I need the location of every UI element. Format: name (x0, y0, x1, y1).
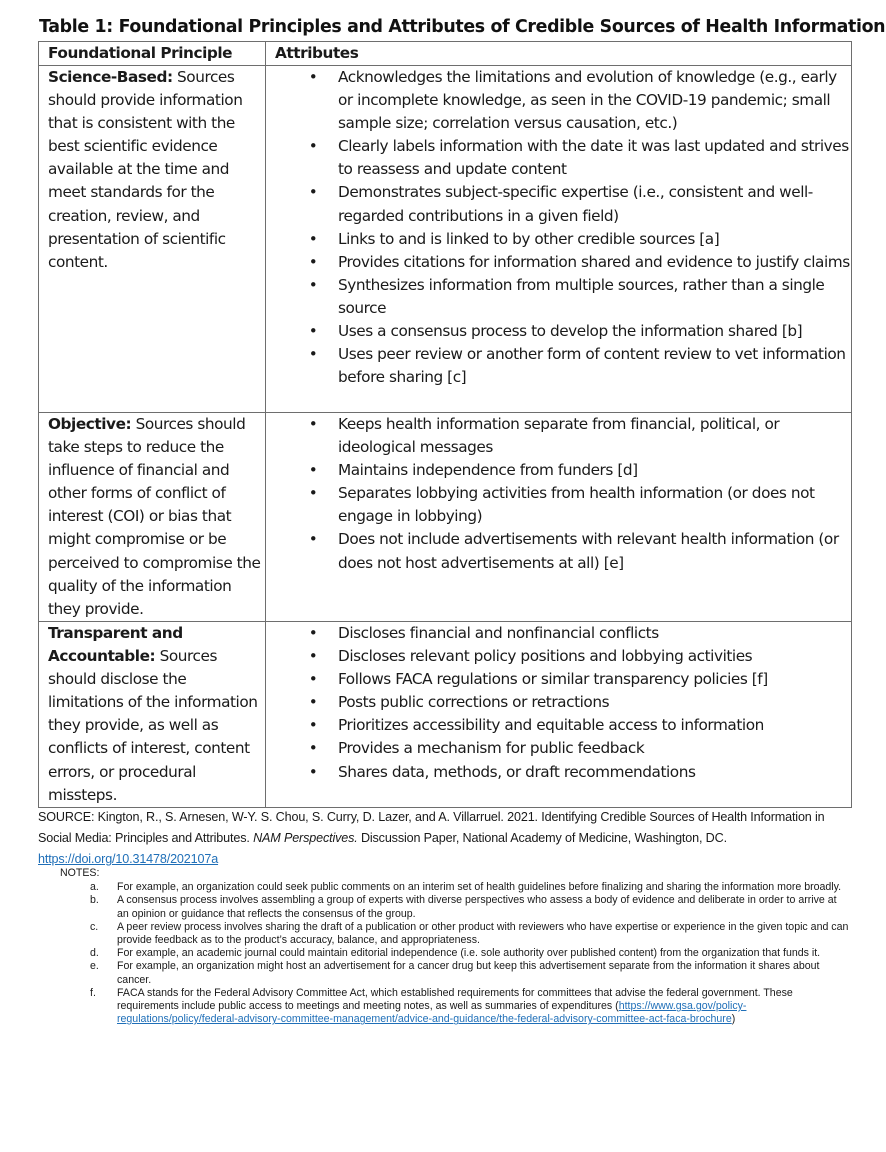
note-item (60, 987, 850, 1027)
note-text: A peer review process involves sharing the draft of a publication or other product with reviewers who have expertise or experience in the given topic and can provide feedback as to the product’s accuracy, balance, and appropriateness. (117, 920, 849, 947)
note-item (60, 894, 850, 920)
attribute-list (275, 66, 851, 389)
bullet-icon: • (308, 322, 318, 341)
attribute-list (275, 622, 851, 784)
attribute-text: Uses a consensus process to develop the information shared [b] (338, 322, 803, 341)
bullet-icon: • (308, 345, 318, 364)
table-row-objective (39, 413, 852, 622)
bullet-icon: • (308, 461, 318, 480)
bullet-icon: • (308, 762, 318, 781)
attribute-text: Discloses financial and nonfinancial conflicts (338, 624, 659, 642)
attribute-text: Prioritizes accessibility and equitable access to information (338, 716, 764, 735)
column-header-attributes: Attributes (266, 42, 852, 66)
bullet-icon: • (308, 252, 318, 271)
bullet-icon: • (308, 624, 318, 642)
principle-cell (39, 622, 266, 808)
principle-cell (39, 66, 266, 413)
attribute-item (308, 66, 851, 135)
bullet-icon: • (308, 739, 318, 758)
attribute-item (308, 737, 851, 760)
attribute-text: Maintains independence from funders [d] (338, 461, 638, 480)
doi-link[interactable]: https://doi.org/10.31478/202107a (38, 852, 219, 866)
attribute-item (308, 528, 851, 574)
attribute-text: Links to and is linked to by other credible sources [a] (338, 229, 720, 248)
bullet-icon: • (308, 693, 318, 712)
bullet-icon: • (308, 530, 318, 549)
attributes-cell (266, 622, 852, 808)
attribute-item (308, 181, 851, 227)
bullet-icon: • (308, 137, 318, 156)
note-item (60, 921, 850, 947)
attribute-text: Discloses relevant policy positions and lobbying activities (338, 647, 753, 666)
principle-name: Transparent and Accountable: (48, 624, 183, 666)
attribute-text: Synthesizes information from multiple sources, rather than a single source (338, 275, 825, 317)
note-text-after: ) (731, 1013, 736, 1026)
attribute-text: Follows FACA regulations or similar transparency policies [f] (338, 670, 768, 689)
attribute-item (308, 622, 851, 645)
attribute-text: Clearly labels information with the date it was last updated and strives to reassess and update content (338, 137, 849, 179)
attribute-text: Provides a mechanism for public feedback (338, 739, 645, 758)
attribute-text: Keeps health information separate from financial, political, or ideological messages (338, 415, 780, 457)
table-header-row (39, 42, 852, 66)
attribute-item (308, 482, 851, 528)
note-letter: b. (90, 894, 99, 907)
attribute-text: Uses peer review or another form of content review to vet information before sharing [c] (338, 345, 846, 387)
principle-name: Science-Based: (48, 68, 173, 86)
attributes-cell (266, 413, 852, 622)
note-item (60, 960, 850, 986)
attribute-item (308, 274, 851, 320)
table-row-science-based (39, 66, 852, 413)
journal-name: NAM Perspectives. (253, 831, 358, 845)
attribute-text: Does not include advertisements with relevant health information (or does not host advertisements at all) [e] (338, 530, 839, 572)
note-text: For example, an organization might host an advertisement for a cancer drug but keep this advertisement separate from the information it shares about cancer. (117, 960, 820, 986)
notes-section (60, 867, 850, 1026)
table-row-transparent-accountable (39, 622, 852, 808)
principles-table (38, 41, 852, 808)
note-letter: e. (90, 960, 99, 973)
principle-description: Sources should provide information that is consistent with the best scientific evidence available at the time and meet standards for the creation, review, and presentation of scientific content. (48, 68, 243, 271)
note-letter: a. (90, 881, 99, 894)
notes-list (60, 881, 850, 1026)
faca-brochure-link[interactable]: https://www.gsa.gov/policy-regulations/policy/federal-advisory-committee-management/advice-and-guidance/the-federal-advisory-committee-act-faca-brochure (117, 1000, 747, 1026)
bullet-icon: • (308, 68, 318, 86)
attribute-list (275, 413, 851, 575)
attribute-text: Posts public corrections or retractions (338, 693, 610, 712)
attribute-text: Acknowledges the limitations and evolution of knowledge (e.g., early or incomplete knowledge, as seen in the COVID-19 pandemic; small sample size; correlation versus causation, etc.) (338, 68, 837, 133)
note-letter: f. (90, 986, 96, 999)
attributes-cell (266, 66, 852, 413)
note-item (60, 947, 850, 960)
attribute-item (308, 251, 851, 274)
source-citation (38, 807, 848, 870)
principle-description: Sources should disclose the limitations of the information they provide, as well as conflicts of interest, content errors, or procedural missteps. (48, 647, 258, 804)
table-title: Table 1: Foundational Principles and Attributes of Credible Sources of Health Information (39, 17, 886, 37)
attribute-item (308, 714, 851, 737)
attribute-item (308, 761, 851, 784)
bullet-icon: • (308, 229, 318, 248)
attribute-text: Demonstrates subject-specific expertise (i.e., consistent and well-regarded contributions in a given field) (338, 183, 813, 225)
attribute-text: Separates lobbying activities from health information (or does not engage in lobbying) (338, 484, 815, 526)
attribute-item (308, 135, 851, 181)
attribute-item (308, 459, 851, 482)
attribute-text: Provides citations for information shared and evidence to justify claims (338, 252, 850, 271)
attribute-item (308, 320, 851, 343)
note-text: A consensus process involves assembling a group of experts with diverse perspectives who assess a body of evidence and deliberate in order to arrive at an opinion or guidance that reflects the consensus of the group. (117, 894, 837, 920)
attribute-item (308, 645, 851, 668)
attribute-item (308, 228, 851, 251)
column-header-principle: Foundational Principle (39, 42, 266, 66)
source-text-suffix: Discussion Paper, National Academy of Medicine, Washington, DC. (357, 831, 727, 845)
principle-name: Objective: (48, 415, 132, 433)
source-text: SOURCE: Kington, R., S. Arnesen, W-Y. S. Chou, S. Curry, D. Lazer, and A. Villarruel. 2021. Identifying Credible Sources of Health Information in Social Media: Principles and Attributes. (38, 810, 825, 845)
note-item (60, 881, 850, 894)
bullet-icon: • (308, 183, 318, 202)
principle-cell (39, 413, 266, 622)
attribute-item (308, 413, 851, 459)
principle-description: Sources should take steps to reduce the influence of financial and other forms of conflict of interest (COI) or bias that might compromise or be perceived to compromise the quality of the information they provide. (48, 415, 261, 618)
bullet-icon: • (308, 415, 318, 433)
note-text: FACA stands for the Federal Advisory Committee Act, which established requirements for committees that advise the federal government. These requirements include public access to meetings and meeting notes, as well as summaries of expenditures ( (117, 986, 793, 1013)
attribute-item (308, 668, 851, 691)
bullet-icon: • (308, 275, 318, 294)
note-text: For example, an academic journal could maintain editorial independence (i.e. sole authority over published content) from the organization that funds it. (117, 947, 821, 960)
attribute-item (308, 691, 851, 714)
note-letter: c. (90, 920, 99, 933)
attribute-text: Shares data, methods, or draft recommendations (338, 762, 696, 781)
note-letter: d. (90, 947, 99, 960)
note-text: For example, an organization could seek public comments on an interim set of health guidelines before finalizing and sharing the information more broadly. (117, 881, 842, 894)
attribute-item (308, 343, 851, 389)
bullet-icon: • (308, 670, 318, 689)
bullet-icon: • (308, 484, 318, 503)
bullet-icon: • (308, 716, 318, 735)
bullet-icon: • (308, 647, 318, 666)
notes-label: NOTES: (60, 867, 100, 879)
